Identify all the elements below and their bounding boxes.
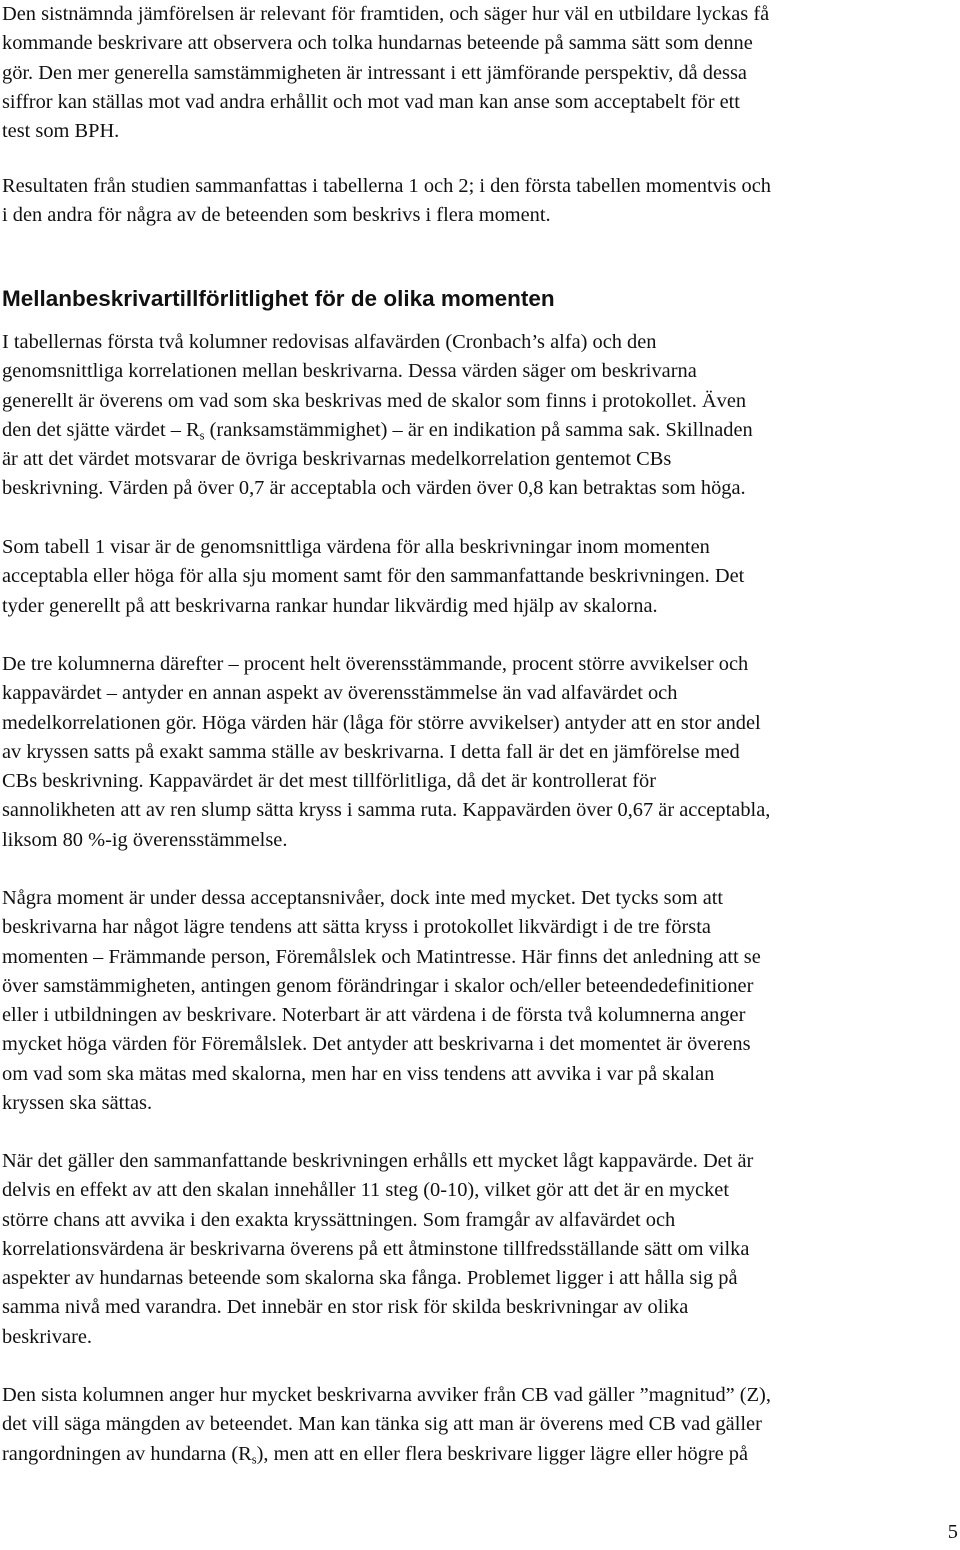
text-line: momenten – Främmande person, Föremålslek och Matintresse. Här finns det anledning att se [2, 945, 761, 968]
summary-description-paragraph [2, 1147, 952, 1352]
text-line-with-subscript [2, 416, 952, 445]
text-line: samma nivå med varandra. Det innebär en stor risk för skilda beskrivningar av olika [2, 1296, 689, 1319]
text-line: medelkorrelationen gör. Höga värden här (låga för större avvikelser) antyder att en stor andel [2, 711, 761, 734]
text-fragment: den det sjätte värdet – R [2, 418, 200, 441]
intro-paragraph [2, 0, 952, 146]
text-line: Några moment är under dessa acceptansnivåer, dock inte med mycket. Det tycks som att [2, 887, 724, 909]
text-line: genomsnittliga korrelationen mellan beskrivarna. Dessa värden säger om beskrivarna [2, 360, 697, 383]
text-line: acceptabla eller höga för alla sju moment samt för den sammanfattande beskrivningen. Det [2, 565, 745, 588]
text-line: det vill säga mängden av beteendet. Man kan tänka sig att man är överens med CB vad gäller [2, 1413, 762, 1436]
text-line: gör. Den mer generella samstämmigheten är intressant i ett jämförande perspektiv, då dessa [2, 61, 747, 84]
text-line: delvis en effekt av att den skalan innehåller 11 steg (0-10), vilket gör att det är en mycket [2, 1179, 730, 1202]
text-line: beskrivning. Värden på över 0,7 är acceptabla och värden över 0,8 kan betraktas som höga. [2, 477, 746, 500]
text-line: siffror kan ställas mot vad andra erhållit och mot vad man kan anse som acceptabelt för ett [2, 90, 740, 113]
text-line: beskrivarna har något lägre tendens att sätta kryss i protokollet likvärdigt i de tre första [2, 916, 711, 939]
text-line: sannolikheten att av ren slump sätta kryss i samma ruta. Kappavärden över 0,67 är acceptabla, [2, 799, 771, 822]
text-line: eller i utbildningen av beskrivare. Noterbart är att värdena i de första två kolumnerna anger [2, 1004, 746, 1027]
text-line: CBs beskrivning. Kappavärdet är det mest tillförlitliga, då det är kontrollerat för [2, 770, 657, 793]
text-line: är att det värdet motsvarar de övriga beskrivarnas medelkorrelation gentemot CBs [2, 448, 672, 471]
text-line: beskrivare. [2, 1325, 93, 1348]
results-paragraph [2, 172, 952, 231]
text-line: Resultaten från studien sammanfattas i tabellerna 1 och 2; i den första tabellen momentvis och [2, 175, 771, 197]
text-line: tyder generellt på att beskrivarna rankar hundar likvärdig med hjälp av skalorna. [2, 594, 658, 617]
text-line: korrelationsvärdena är beskrivarna överens på ett åtminstone tillfredsställande sätt om vilka [2, 1237, 750, 1260]
text-line: Som tabell 1 visar är de genomsnittliga värdena för alla beskrivningar inom momenten [2, 536, 710, 558]
text-line: mycket höga värden för Föremålslek. Det antyder att beskrivarna i det momentet är överens [2, 1033, 751, 1056]
section-heading: Mellanbeskrivartillförlitlighet för de olika momenten [2, 286, 555, 311]
acceptance-paragraph [2, 884, 952, 1118]
page-number: 5 [947, 1521, 958, 1543]
text-line: av kryssen satts på exakt samma ställe av beskrivarna. I detta fall är det en jämförelse med [2, 740, 740, 763]
text-line: Den sista kolumnen anger hur mycket beskrivarna avviker från CB vad gäller ”magnitud” (Z), [2, 1384, 771, 1406]
text-line: test som BPH. [2, 120, 120, 143]
text-fragment: rangordningen av hundarna (R [2, 1442, 252, 1465]
text-line: över samstämmigheten, antingen genom förändringar i skalor och/eller beteendedefinitioner [2, 974, 754, 997]
text-line: kryssen ska sättas. [2, 1092, 153, 1115]
text-line: aspekter av hundarnas beteende som skalorna ska fånga. Problemet ligger i att hålla sig på [2, 1267, 738, 1290]
kappa-paragraph [2, 650, 952, 855]
text-line: kappavärdet – antyder en annan aspekt av överensstämmelse än vad alfavärdet och [2, 682, 678, 705]
table-summary-paragraph [2, 533, 952, 621]
text-line-with-subscript [2, 1440, 952, 1469]
subscript: s [251, 1452, 257, 1467]
subscript: s [199, 428, 205, 443]
text-line: i den andra för några av de beteenden som beskrivs i flera moment. [2, 204, 551, 227]
text-line: kommande beskrivare att observera och tolka hundarnas beteende på samma sätt som denne [2, 32, 753, 55]
text-line: om vad som ska mätas med skalorna, men har en viss tendens att avvika i var på skalan [2, 1062, 715, 1085]
text-line: liksom 80 %-ig överensstämmelse. [2, 828, 288, 851]
text-line: generellt är överens om vad som ska beskrivas med de skalor som finns i protokollet. Även [2, 389, 747, 412]
text-fragment: ), men att en eller flera beskrivare ligger lägre eller högre på [256, 1442, 749, 1465]
text-line: Den sistnämnda jämförelsen är relevant för framtiden, och säger hur väl en utbildare lyckas få [2, 3, 770, 25]
text-fragment: (ranksamstämmighet) – är en indikation på samma sak. Skillnaden [204, 418, 753, 441]
text-line: När det gäller den sammanfattande beskrivningen erhålls ett mycket lågt kappavärde. Det är [2, 1150, 754, 1172]
text-line: De tre kolumnerna därefter – procent helt överensstämmande, procent större avvikelser och [2, 653, 749, 675]
text-line: större chans att avvika i den exakta kryssättningen. Som framgår av alfavärdet och [2, 1208, 676, 1231]
reliability-paragraph [2, 328, 952, 504]
text-line: I tabellernas första två kolumner redovisas alfavärden (Cronbach’s alfa) och den [2, 331, 657, 353]
magnitude-paragraph [2, 1381, 952, 1469]
